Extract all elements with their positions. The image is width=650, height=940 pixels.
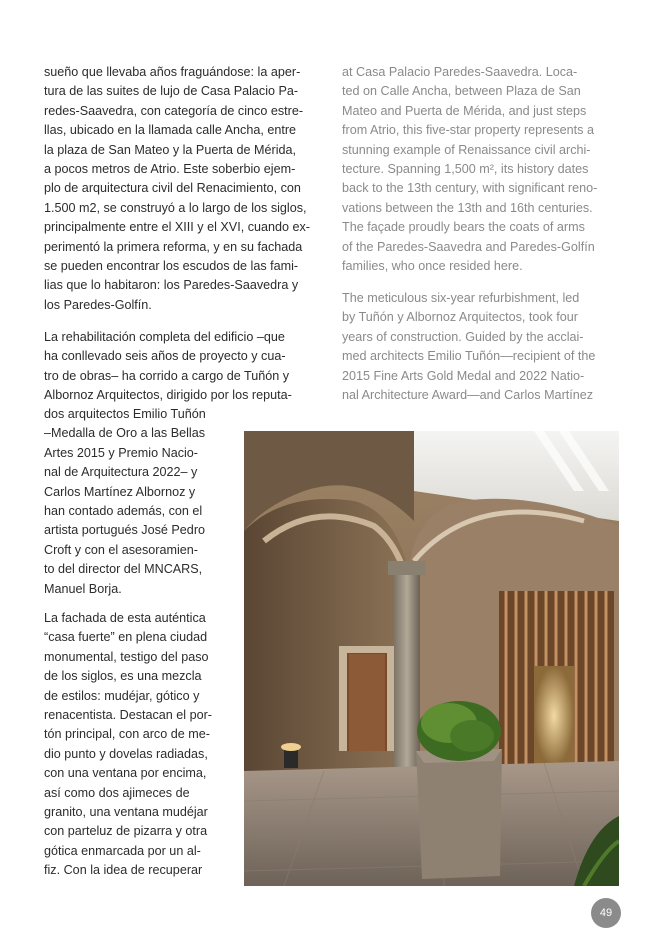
spanish-paragraph-1: sueño que llevaba años fraguándose: la aper- tura de las suites de lujo de Casa Palacio Pa- redes-Saavedra, con categoría de cinco estre- llas, ubicado en la llamada calle Ancha, entre la plaza de San Mateo y la Puerta de Mérida, a pocos metros de Atrio. Este soberbio ejem- plo de arquitectura civil del Renacimiento, con 1.500 m2, se construyó a lo largo de los siglos, principalmente entre el XIII y el XVI, cuando ex- perimentó la primera reforma, y en su fachada se pueden encontrar los escudos de las fami- lias que lo habitaron: los Paredes-Saavedra y los Paredes-Golfín. [44, 65, 311, 312]
english-paragraph-2: The meticulous six-year refurbishment, led by Tuñón y Albornoz Arquitectos, took four years of construction. Guided by the acclai- med architects Emilio Tuñón—recipient of the 2015 Fine Arts Gold Medal and 2022 Natio- nal Architecture Award—and Carlos Martínez [342, 291, 596, 403]
courtyard-photo [244, 431, 619, 886]
english-paragraph-1: at Casa Palacio Paredes-Saavedra. Loca- ted on Calle Ancha, between Plaza de San Mateo and Puerta de Mérida, and just steps from Atrio, this five-star property represents a stunning example of Renaissance civil archi- tecture. Spanning 1,500 m², its history dates back to the 13th century, with significant reno- vations between the 13th and 16th centuries. The façade proudly bears the coats of arms of the Paredes-Saavedra and Paredes-Golfín families, who once resided here. [342, 65, 598, 274]
page-number-badge: 49 [591, 898, 621, 928]
spanish-paragraph-2-bottom: dos arquitectos Emilio Tuñón –Medalla de Oro a las Bellas Artes 2015 y Premio Nacio- nal de Arquitectura 2022– y Carlos Martínez Albornoz y han contado además, con el artista portugués José Pedro Croft y con el asesoramien- to del director del MNCARS, Manuel Borja. [44, 407, 206, 596]
spanish-paragraph-3: La fachada de esta auténtica “casa fuerte” en plena ciudad monumental, testigo del paso de los siglos, es una mezcla de estilos: mudéjar, gótico y renacentista. Destacan el por- tón principal, con arco de me- dio punto y dovelas radiadas, con una ventana por encima, así como dos ajimeces de granito, una ventana mudéjar con parteluz de pizarra y otra gótica enmarcada por un al- fiz. Con la idea de recuperar [44, 611, 213, 878]
spanish-paragraph-2-top: La rehabilitación completa del edificio –que ha conllevado seis años de proyecto y cua- tro de obras– ha corrido a cargo de Tuñón y Albornoz Arquitectos, dirigido por los reputa- [44, 330, 292, 403]
